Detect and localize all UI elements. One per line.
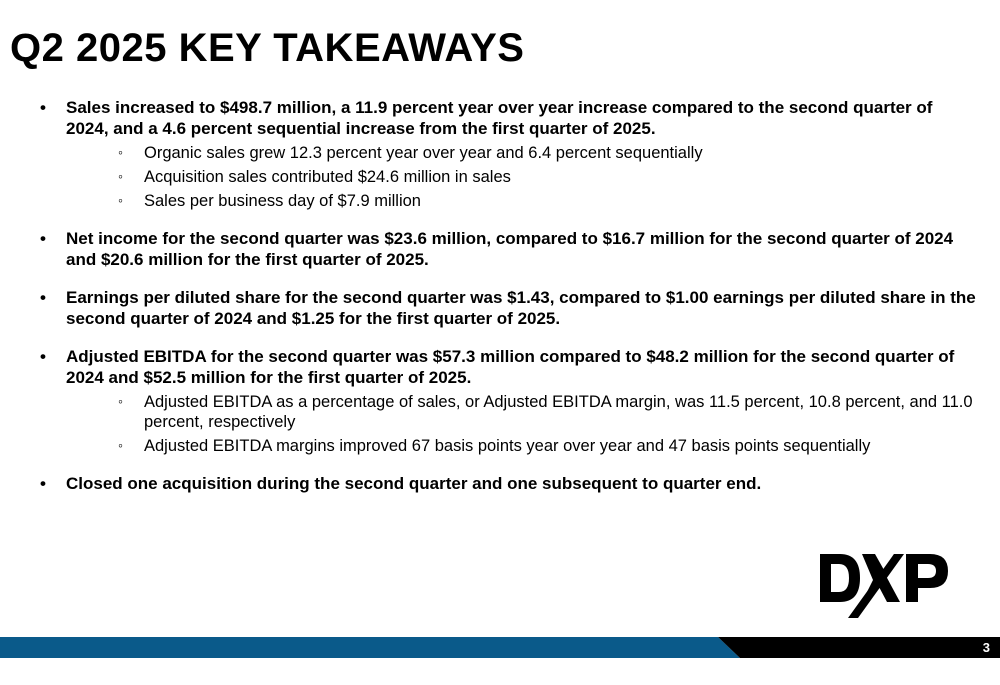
sub-bullet: ◦ Sales per business day of $7.9 million <box>66 191 978 211</box>
bullet-text: • Earnings per diluted share for the second quarter was $1.43, compared to $1.00 earnings per diluted share in the second quarter of 2024 and $1.25 for the first quarter of 2025. <box>66 288 976 328</box>
sub-bullet: ◦ Organic sales grew 12.3 percent year over year and 6.4 percent sequentially <box>66 143 978 163</box>
sub-bullet-list <box>66 392 978 456</box>
bullet-text: • Sales increased to $498.7 million, a 11.9 percent year over year increase compared to the second quarter of 2024, and a 4.6 percent sequential increase from the first quarter of 2025. <box>66 98 933 138</box>
footer-bar-blue <box>0 637 740 658</box>
bullet-text: • Net income for the second quarter was $23.6 million, compared to $16.7 million for the second quarter of 2024 and $20.6 million for the first quarter of 2025. <box>66 229 954 269</box>
dxp-logo <box>818 546 966 622</box>
page-number: 3 <box>982 640 990 655</box>
sub-bullet: ◦ Acquisition sales contributed $24.6 million in sales <box>66 167 978 187</box>
bullet-text: • Adjusted EBITDA for the second quarter was $57.3 million compared to $48.2 million for the second quarter of 2024 and $52.5 million for the first quarter of 2025. <box>66 347 955 387</box>
takeaways-list <box>38 97 978 511</box>
sub-bullet: ◦ Adjusted EBITDA as a percentage of sales, or Adjusted EBITDA margin, was 11.5 percent, 10.8 percent, and 11.0 percent, respectively <box>66 392 978 432</box>
bullet-eps <box>38 287 978 329</box>
bullet-acquisitions <box>38 473 978 494</box>
sub-bullet: ◦ Adjusted EBITDA margins improved 67 basis points year over year and 47 basis points sequentially <box>66 436 978 456</box>
bullet-net-income <box>38 228 978 270</box>
footer-bar-black <box>718 637 1000 658</box>
slide-title: Q2 2025 KEY TAKEAWAYS <box>10 26 525 70</box>
bullet-sales <box>38 97 978 211</box>
bullet-text: • Closed one acquisition during the second quarter and one subsequent to quarter end. <box>66 474 762 493</box>
sub-bullet-list <box>66 143 978 211</box>
bullet-adjusted-ebitda <box>38 346 978 456</box>
